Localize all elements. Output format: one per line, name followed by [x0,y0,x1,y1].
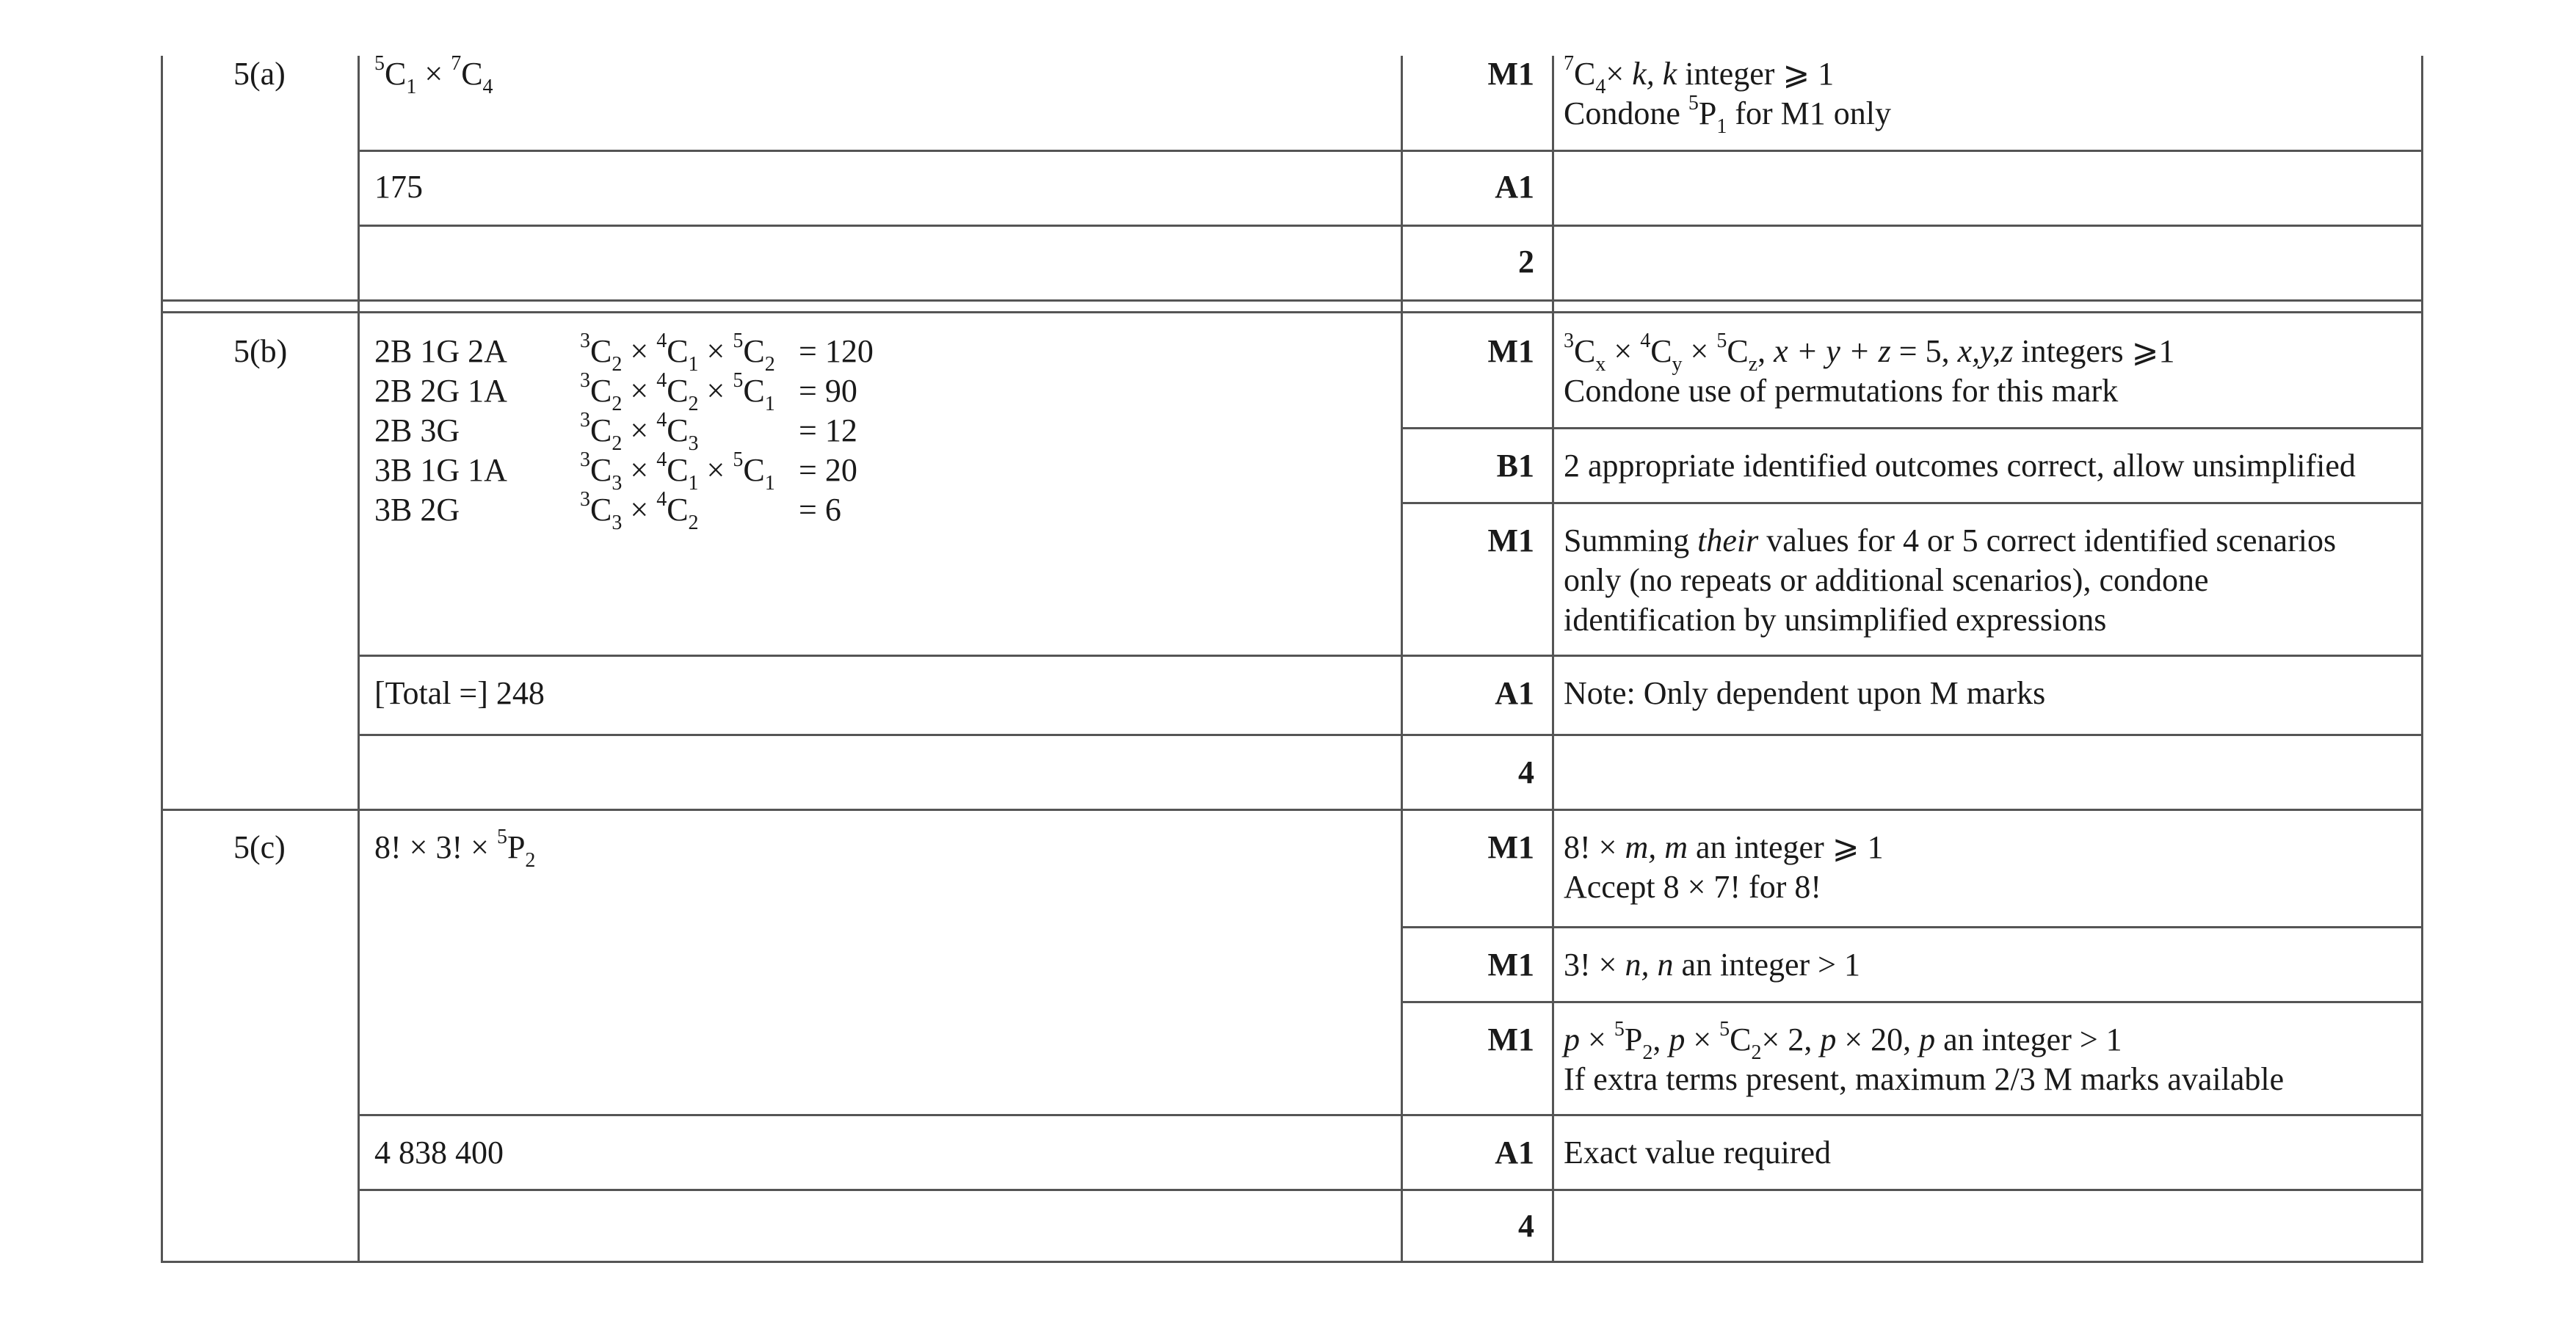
question-label: 5(c) [233,829,286,865]
row-divider [358,1189,2423,1191]
guidance-text: Exact value required [1564,1135,1832,1170]
guidance-text: identification by unsimplified expressions [1564,602,2107,638]
mark-code: M1 [1487,523,1534,558]
mark-code: M1 [1487,829,1534,865]
scenario-label: 3B 1G 1A [374,452,507,488]
scenario-label: 2B 2G 1A [374,373,507,409]
scenario-label: 3B 2G [374,492,460,528]
mark-code: M1 [1487,947,1534,983]
guidance-text: only (no repeats or additional scenarios), condone [1564,562,2209,598]
mark-code: A1 [1495,1135,1534,1170]
row-divider [358,734,2423,736]
scenario-expression: $^3C_3 \times ^4C_1 \times ^5C_1$ [580,448,775,495]
scenario-expression: $^3C_2 \times ^4C_1 \times ^5C_2$ [580,330,775,376]
mark-code: M1 [1487,333,1534,369]
guidance-text: Condone use of permutations for this mark [1564,373,2119,409]
mark-code: M1 [1487,56,1534,92]
guidance-text: Condone $^5P_1$ for M1 only [1564,92,1892,138]
guidance-text: 8! × m, m an integer ⩾ 1 [1564,829,1884,865]
answer-value: 4 838 400 [374,1135,504,1170]
guidance-text: Summing their values for 4 or 5 correct identified scenarios [1564,523,2337,558]
answer-value: [Total =] 248 [374,675,545,711]
answer-expression: $^5C_1 \times ^7C_4$ [374,52,493,98]
section-divider [161,311,2423,313]
row-divider [358,225,2423,227]
row-divider [1401,427,2423,429]
scenario-result: = 120 [799,333,874,369]
row-divider [358,1114,2423,1116]
column-divider-guidance [1552,56,1554,1262]
row-divider [358,150,2423,152]
column-divider-answer [358,56,360,1262]
guidance-text: If extra terms present, maximum 2/3 M marks available [1564,1061,2285,1097]
mark-code: B1 [1496,448,1534,484]
scenario-result: = 12 [799,412,857,448]
guidance-text: $^7C_4\times k$, k integer ⩾ 1 [1564,52,1835,98]
guidance-text: Note: Only dependent upon M marks [1564,675,2046,711]
table-border-left [161,56,163,1262]
mark-code: A1 [1495,675,1534,711]
mark-total: 2 [1518,244,1534,280]
section-divider [161,809,2423,811]
row-divider [1401,502,2423,504]
answer-value: 175 [374,169,423,205]
row-divider [358,655,2423,657]
question-label: 5(b) [233,333,288,369]
mark-code: A1 [1495,169,1534,205]
scenario-label: 2B 1G 2A [374,333,507,369]
row-divider [1401,1001,2423,1003]
mark-code: M1 [1487,1022,1534,1057]
guidance-text: Accept 8 × 7! for 8! [1564,869,1822,905]
section-divider [161,299,2423,302]
scenario-result: = 6 [799,492,841,528]
scenario-expression: $^3C_3 \times ^4C_2$ [580,488,699,534]
mark-total: 4 [1518,1208,1534,1244]
row-divider [1401,926,2423,928]
scenario-expression: $^3C_2 \times ^4C_3$ [580,409,699,455]
guidance-text: $p \times ^5P_2$, $p \times ^5C_2\times 2$, p × 20, p an integer > 1 [1564,1018,2122,1064]
scenario-label: 2B 3G [374,412,460,448]
guidance-text: 3! × n, n an integer > 1 [1564,947,1860,983]
question-label: 5(a) [233,56,286,92]
table-border-right [2421,56,2423,1262]
mark-total: 4 [1518,754,1534,790]
table-border-bottom [161,1261,2423,1263]
column-divider-marks [1401,56,1403,1262]
scenario-result: = 20 [799,452,857,488]
answer-expression: 8! × 3! × $^5P_2$ [374,826,536,872]
scenario-expression: $^3C_2 \times ^4C_2 \times ^5C_1$ [580,369,775,415]
guidance-text: $^3C_x \times ^4C_y \times ^5C_z$, x + y + z = 5, x,y,z integers ⩾1 [1564,330,2175,376]
guidance-text: 2 appropriate identified outcomes correct, allow unsimplified [1564,448,2356,484]
scenario-result: = 90 [799,373,857,409]
